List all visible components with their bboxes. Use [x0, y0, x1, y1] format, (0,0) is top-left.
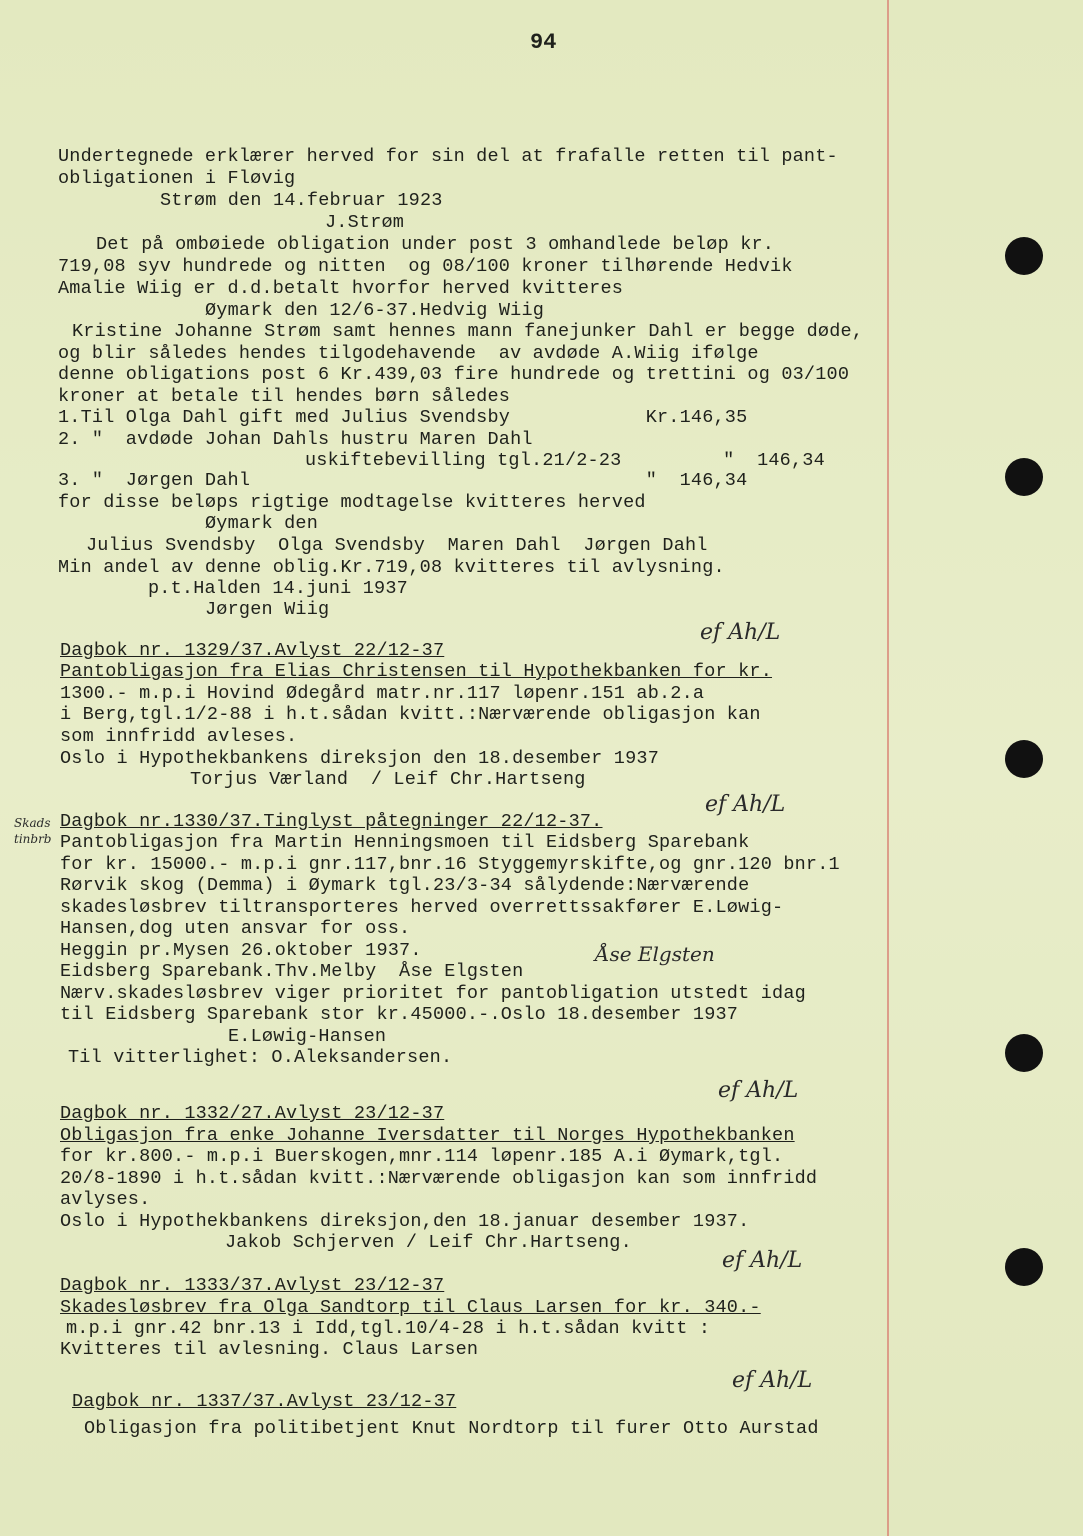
entry-heading: Dagbok nr. 1332/27.Avlyst 23/12-37: [60, 1103, 445, 1124]
text-line: for kr.800.- m.p.i Buerskogen,mnr.114 løpenr.185 A.i Øymark,tgl.: [60, 1146, 784, 1167]
text-line: Torjus Værland / Leif Chr.Hartseng: [190, 769, 586, 790]
text-line: E.Løwig-Hansen: [228, 1026, 387, 1047]
entry-heading: Dagbok nr. 1329/37.Avlyst 22/12-37: [60, 640, 445, 661]
text-line: Jørgen Wiig: [205, 599, 330, 620]
text-line: Øymark den: [205, 513, 319, 534]
text-line: 3. " Jørgen Dahl " 146,34: [58, 470, 748, 491]
text-line: Det på ombøiede obligation under post 3 omhandlede beløp kr.: [96, 234, 775, 255]
handwritten-mark: ef Ah/L: [732, 1368, 813, 1393]
text-line: Oslo i Hypothekbankens direksjon,den 18.januar desember 1937.: [60, 1211, 750, 1232]
text-line: J.Strøm: [325, 212, 405, 233]
text-line: Hansen,dog uten ansvar for oss.: [60, 918, 411, 939]
entry-heading: Dagbok nr. 1333/37.Avlyst 23/12-37: [60, 1275, 445, 1296]
margin-note: tinbrb: [14, 832, 52, 846]
punch-hole: [1005, 237, 1043, 275]
entry-heading: Dagbok nr.1330/37.Tinglyst påtegninger 22/12-37.: [60, 811, 603, 832]
text-line: avlyses.: [60, 1189, 151, 1210]
text-line: for kr. 15000.- m.p.i gnr.117,bnr.16 Styggemyrskifte,og gnr.120 bnr.1: [60, 854, 840, 875]
punch-hole: [1005, 1034, 1043, 1072]
text-line: Jakob Schjerven / Leif Chr.Hartseng.: [225, 1232, 632, 1253]
text-line: Strøm den 14.februar 1923: [160, 190, 443, 211]
text-line: for disse beløps rigtige modtagelse kvitteres herved: [58, 492, 646, 513]
text-line: og blir således hendes tilgodehavende av avdøde A.Wiig ifølge: [58, 343, 759, 364]
handwritten-mark: ef Ah/L: [722, 1248, 803, 1273]
entry-heading: Dagbok nr. 1337/37.Avlyst 23/12-37: [72, 1391, 457, 1412]
text-line: 20/8-1890 i h.t.sådan kvitt.:Nærværende obligasjon kan som innfridd: [60, 1168, 818, 1189]
text-line: 2. " avdøde Johan Dahls hustru Maren Dahl: [58, 429, 533, 450]
text-line: m.p.i gnr.42 bnr.13 i Idd,tgl.10/4-28 i h.t.sådan kvitt :: [66, 1318, 711, 1339]
text-line: Julius Svendsby Olga Svendsby Maren Dahl Jørgen Dahl: [86, 535, 708, 556]
text-line: Eidsberg Sparebank.Thv.Melby Åse Elgsten: [60, 961, 524, 982]
text-line: 719,08 syv hundrede og nitten og 08/100 kroner tilhørende Hedvik: [58, 256, 793, 277]
text-line: kroner at betale til hendes børn således: [58, 386, 511, 407]
text-line: Skadesløsbrev fra Olga Sandtorp til Claus Larsen for kr. 340.-: [60, 1297, 761, 1318]
text-line: 1.Til Olga Dahl gift med Julius Svendsby Kr.146,35: [58, 407, 748, 428]
text-line: 1300.- m.p.i Hovind Ødegård matr.nr.117 løpenr.151 ab.2.a: [60, 683, 705, 704]
text-line: Heggin pr.Mysen 26.oktober 1937.: [60, 940, 422, 961]
text-line: Til vitterlighet: O.Aleksandersen.: [68, 1047, 453, 1068]
text-line: Obligasjon fra enke Johanne Iversdatter til Norges Hypothekbanken: [60, 1125, 795, 1146]
text-line: denne obligations post 6 Kr.439,03 fire hundrede og trettini og 03/100: [58, 364, 850, 385]
text-line: uskiftebevilling tgl.21/2-23 " 146,34: [305, 450, 825, 471]
handwritten-mark: ef Ah/L: [705, 792, 786, 817]
margin-line: [887, 0, 889, 1536]
text-line: skadesløsbrev tiltransporteres herved overrettssakfører E.Løwig-: [60, 897, 784, 918]
text-line: Nærv.skadesløsbrev viger prioritet for pantobligation utstedt idag: [60, 983, 806, 1004]
punch-hole: [1005, 740, 1043, 778]
text-line: Undertegnede erklærer herved for sin del at frafalle retten til pant-: [58, 146, 838, 167]
page-number: 94: [530, 30, 557, 55]
text-line: som innfridd avleses.: [60, 726, 298, 747]
text-line: Min andel av denne oblig.Kr.719,08 kvitteres til avlysning.: [58, 557, 725, 578]
handwritten-mark: ef Ah/L: [718, 1078, 799, 1103]
text-line: Obligasjon fra politibetjent Knut Nordtorp til furer Otto Aurstad: [84, 1418, 819, 1439]
text-line: obligationen i Fløvig: [58, 168, 296, 189]
text-line: Kristine Johanne Strøm samt hennes mann fanejunker Dahl er begge døde,: [72, 321, 864, 342]
text-line: Pantobligasjon fra Martin Henningsmoen til Eidsberg Sparebank: [60, 832, 750, 853]
punch-hole: [1005, 1248, 1043, 1286]
handwritten-mark: ef Ah/L: [700, 620, 781, 645]
text-line: p.t.Halden 14.juni 1937: [148, 578, 408, 599]
punch-hole: [1005, 458, 1043, 496]
text-line: Amalie Wiig er d.d.betalt hvorfor herved kvitteres: [58, 278, 624, 299]
text-line: i Berg,tgl.1/2-88 i h.t.sådan kvitt.:Nærværende obligasjon kan: [60, 704, 761, 725]
text-line: Pantobligasjon fra Elias Christensen til Hypothekbanken for kr.: [60, 661, 773, 682]
text-line: Oslo i Hypothekbankens direksjon den 18.desember 1937: [60, 748, 659, 769]
margin-note: Skads: [14, 816, 51, 830]
text-line: Rørvik skog (Demma) i Øymark tgl.23/3-34 sålydende:Nærværende: [60, 875, 750, 896]
handwritten-signature: Åse Elgsten: [595, 942, 715, 966]
text-line: Øymark den 12/6-37.Hedvig Wiig: [205, 300, 545, 321]
text-line: Kvitteres til avlesning. Claus Larsen: [60, 1339, 479, 1360]
text-line: til Eidsberg Sparebank stor kr.45000.-.Oslo 18.desember 1937: [60, 1004, 739, 1025]
